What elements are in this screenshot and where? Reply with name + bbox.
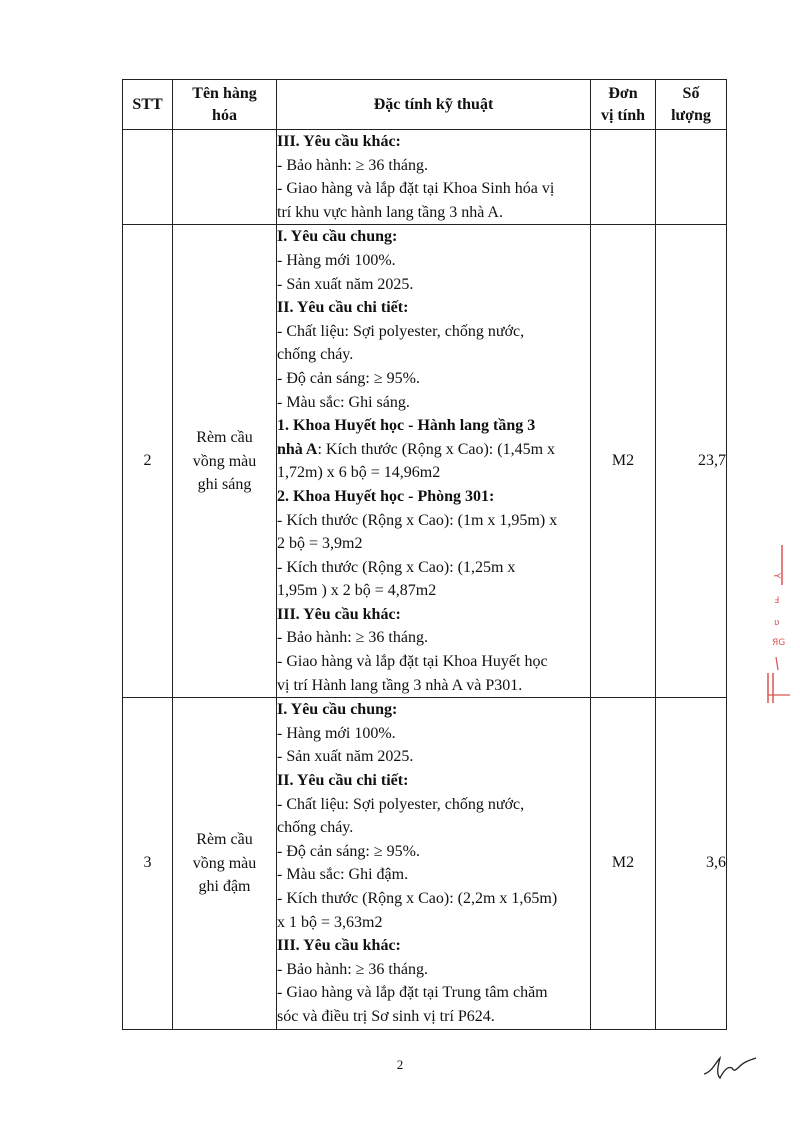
spec-line: [277, 981, 590, 1005]
header-stt: STT: [123, 80, 173, 130]
cell-quantity: 3,6: [656, 698, 727, 1029]
spec-heading: III. Yêu cầu khác:: [277, 133, 401, 150]
spec-line: [277, 650, 590, 674]
svg-text:ʋ: ʋ: [774, 618, 780, 628]
header-quantity: Số lượng: [656, 80, 727, 130]
spec-line: [277, 816, 590, 840]
header-unit: Đơn vị tính: [591, 80, 656, 130]
cell-stt: 2: [123, 225, 173, 698]
spec-line: [277, 863, 590, 887]
spec-text: - Màu sắc: Ghi sáng.: [277, 393, 410, 411]
cell-unit: M2: [591, 225, 656, 698]
item-name-line: Rèm cầu: [196, 428, 253, 446]
spec-line: [277, 225, 590, 249]
spec-line: [277, 154, 590, 178]
header-technical-spec: Đặc tính kỹ thuật: [277, 80, 591, 130]
spec-line: [277, 509, 590, 533]
spec-text: vị trí Hành lang tầng 3 nhà A và P301.: [277, 676, 523, 694]
spec-line: [277, 367, 590, 391]
spec-text: - Sản xuất năm 2025.: [277, 748, 414, 766]
spec-text: 1,95m ) x 2 bộ = 4,87m2: [277, 582, 437, 600]
spec-line: [277, 579, 590, 603]
spec-text: x 1 bộ = 3,63m2: [277, 913, 383, 931]
cell-quantity: [656, 130, 727, 225]
table-row: [123, 130, 727, 225]
item-name-line: ghi đậm: [198, 878, 251, 896]
spec-text: - Màu sắc: Ghi đậm.: [277, 866, 409, 884]
cell-unit: M2: [591, 698, 656, 1029]
svg-text:Ⅎ: Ⅎ: [774, 596, 780, 606]
spec-line: [277, 745, 590, 769]
spec-text: - Bảo hành: ≥ 36 tháng.: [277, 156, 428, 174]
spec-text: - Bảo hành: ≥ 36 tháng.: [277, 960, 428, 978]
spec-line: [277, 296, 590, 320]
table-row: [123, 225, 727, 698]
cell-unit: [591, 130, 656, 225]
spec-line: [277, 201, 590, 225]
spec-text: - Sản xuất năm 2025.: [277, 275, 414, 293]
spec-text: - Bảo hành: ≥ 36 tháng.: [277, 629, 428, 647]
spec-heading: I. Yêu cầu chung:: [277, 228, 398, 246]
cell-item-name: [173, 130, 277, 225]
cell-quantity: 23,7: [656, 225, 727, 698]
spec-text: - Giao hàng và lắp đặt tại Khoa Huyết học: [277, 653, 548, 671]
item-name-line: Rèm cầu: [196, 831, 253, 849]
spec-text: chống cháy.: [277, 819, 354, 837]
spec-line: [277, 1005, 590, 1029]
specification-table: [122, 79, 727, 1030]
spec-text: - Chất liệu: Sợi polyester, chống nước,: [277, 795, 525, 813]
cell-item-name: [173, 698, 277, 1029]
table-header-row: [123, 80, 727, 130]
spec-line: [277, 958, 590, 982]
cell-technical-spec: [277, 130, 591, 225]
spec-line: [277, 722, 590, 746]
spec-heading: I. Yêu cầu chung:: [277, 701, 398, 719]
spec-heading: II. Yêu cầu chi tiết:: [277, 299, 409, 317]
svg-text:Y: Y: [771, 573, 781, 579]
item-name-line: vồng màu: [192, 452, 257, 470]
spec-text: chống cháy.: [277, 346, 354, 364]
cell-technical-spec: [277, 698, 591, 1029]
spec-text: - Kích thước (Rộng x Cao): (1m x 1,95m) x: [277, 511, 558, 529]
spec-text: - Giao hàng và lắp đặt tại Khoa Sinh hóa vị: [277, 180, 555, 198]
header-item-name: Tên hàng hóa: [173, 80, 277, 130]
spec-heading: nhà A: [277, 440, 318, 458]
spec-line: [277, 698, 590, 722]
cell-item-name: [173, 225, 277, 698]
spec-text: 2 bộ = 3,9m2: [277, 535, 363, 553]
spec-heading: 2. Khoa Huyết học - Phòng 301:: [277, 487, 495, 505]
signature-mark: [702, 1052, 758, 1082]
spec-text: - Độ cản sáng: ≥ 95%.: [277, 369, 420, 387]
spec-text: sóc và điều trị Sơ sinh vị trí P624.: [277, 1007, 495, 1025]
spec-text: - Độ cản sáng: ≥ 95%.: [277, 842, 420, 860]
spec-text: - Hàng mới 100%.: [277, 724, 396, 742]
spec-heading: 1. Khoa Huyết học - Hành lang tầng 3: [277, 417, 536, 435]
spec-line: [277, 177, 590, 201]
spec-text: - Chất liệu: Sợi polyester, chống nước,: [277, 322, 525, 340]
spec-line: [277, 674, 590, 698]
spec-heading: III. Yêu cầu khác:: [277, 605, 401, 623]
spec-line: [277, 391, 590, 415]
spec-line: [277, 461, 590, 485]
item-name-line: vồng màu: [192, 854, 257, 872]
spec-line: [277, 626, 590, 650]
spec-heading: II. Yêu cầu chi tiết:: [277, 772, 409, 790]
spec-line: [277, 532, 590, 556]
cell-technical-spec: [277, 225, 591, 698]
spec-line: [277, 438, 590, 462]
cell-stt: 3: [123, 698, 173, 1029]
spec-line: [277, 320, 590, 344]
spec-line: [277, 911, 590, 935]
item-name-line: ghi sáng: [197, 476, 252, 494]
spec-line: [277, 485, 590, 509]
spec-line: [277, 934, 590, 958]
table-body: [123, 130, 727, 1030]
spec-text: trí khu vực hành lang tầng 3 nhà A.: [277, 203, 503, 221]
spec-line: [277, 840, 590, 864]
margin-stamp-mark: [762, 545, 792, 705]
spec-line: [277, 343, 590, 367]
spec-text: - Hàng mới 100%.: [277, 251, 396, 269]
spec-text: 1,72m) x 6 bộ = 14,96m2: [277, 464, 441, 482]
spec-line: [277, 414, 590, 438]
spec-text: - Giao hàng và lắp đặt tại Trung tâm chăm: [277, 984, 548, 1002]
svg-text:ЯG: ЯG: [772, 638, 786, 648]
spec-line: [277, 887, 590, 911]
spec-line: [277, 556, 590, 580]
page-number: 2: [396, 1057, 404, 1072]
table-row: [123, 698, 727, 1029]
spec-line: [277, 249, 590, 273]
spec-line: [277, 769, 590, 793]
spec-line: [277, 273, 590, 297]
spec-heading: III. Yêu cầu khác:: [277, 937, 401, 955]
spec-line: [277, 130, 590, 154]
spec-text: - Kích thước (Rộng x Cao): (1,25m x: [277, 558, 516, 576]
spec-line: [277, 793, 590, 817]
spec-line: [277, 603, 590, 627]
cell-stt: [123, 130, 173, 225]
spec-text: : Kích thước (Rộng x Cao): (1,45m x: [317, 440, 556, 458]
spec-text: - Kích thước (Rộng x Cao): (2,2m x 1,65m): [277, 890, 558, 907]
